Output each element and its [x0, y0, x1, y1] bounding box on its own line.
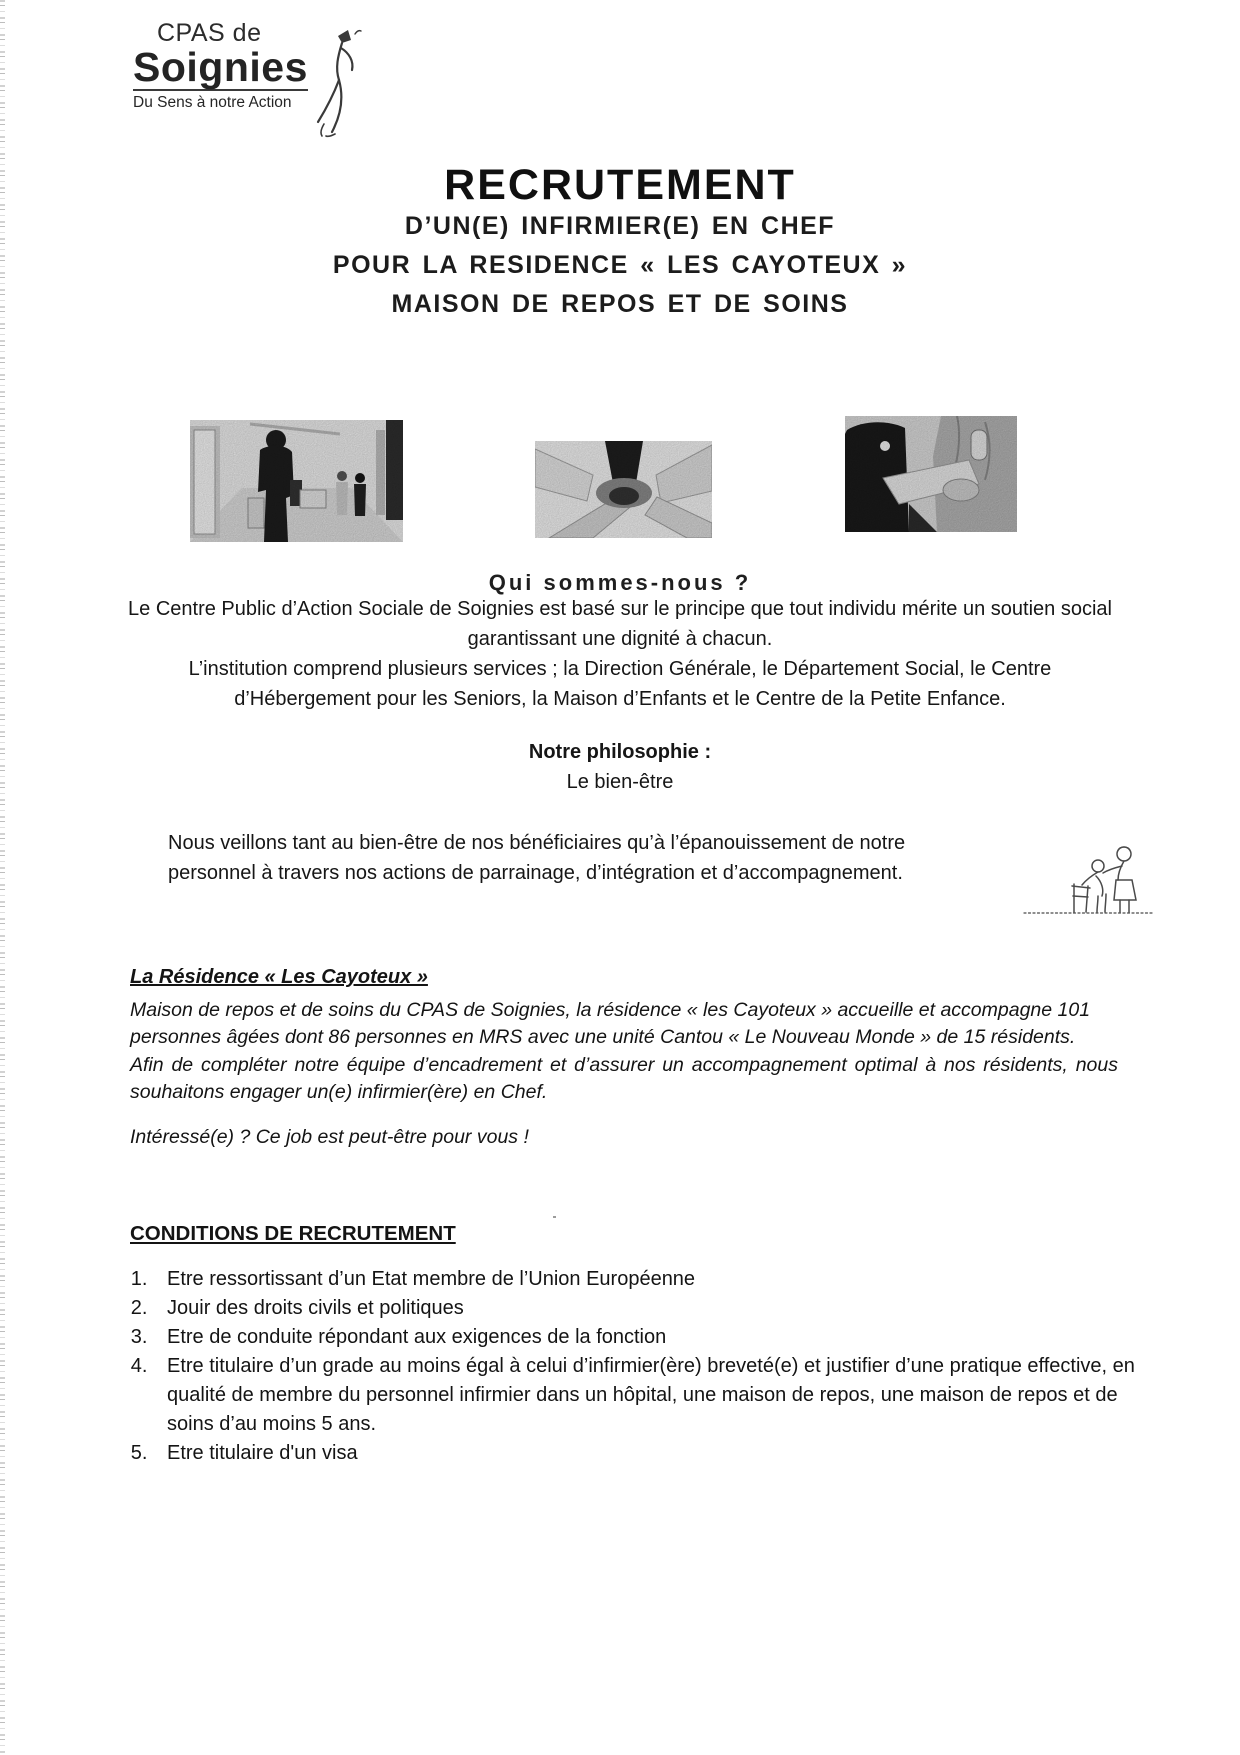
condition-item-1: 1. Etre ressortissant d’un Etat membre de l’Union Européenne	[153, 1265, 1135, 1294]
residence-paragraph-2: Afin de compléter notre équipe d’encadrement et d’assurer un accompagnement optimal à nos résidents, nous souhaitons engager un(e) infirmier(ère) en Chef.	[130, 1053, 1118, 1103]
section-heading-who-we-are: Qui sommes-nous ?	[488, 570, 752, 596]
residence-section	[130, 964, 1118, 1151]
page-subtitle	[0, 207, 1240, 324]
residence-paragraph-1: Maison de repos et de soins du CPAS de Soignies, la résidence « les Cayoteux » accueille et accompagne 101 personnes âgées dont 86 personnes en MRS avec une unité Cantou « Le Nouveau Monde » de 15 résidents.	[130, 998, 1091, 1048]
team-hands-photo	[535, 441, 712, 538]
page-title: RECRUTEMENT	[444, 160, 796, 209]
subtitle-line-3: MAISON DE REPOS ET DE SOINS	[391, 290, 849, 318]
logo-top-text: CPAS de	[157, 19, 262, 47]
logo-tagline: Du Sens à notre Action	[133, 94, 292, 111]
subtitle-line-1: D’UN(E) INFIRMIER(E) EN CHEF	[404, 212, 836, 240]
caregivers-embrace-photo	[845, 416, 1017, 532]
who-we-are-text	[120, 594, 1120, 714]
wellbeing-paragraph: Nous veillons tant au bien-être de nos bénéficiaires qu’à l’épanouissement de notre personnel à travers nos actions de parrainage, d’intégration et d’accompagnement.	[168, 832, 906, 884]
cpas-logo	[133, 20, 393, 111]
condition-item-3: 3. Etre de conduite répondant aux exigences de la fonction	[153, 1323, 1135, 1352]
condition-item-2: 2. Jouir des droits civils et politiques	[153, 1294, 1135, 1323]
condition-item-4: 4. Etre titulaire d’un grade au moins égal à celui d’infirmier(ère) breveté(e) et justifier d’une pratique effective, en qualité de membre du personnel infirmier dans un hôpital, une maison de repos, une maison de repos et de soins d’au moins 5 ans.	[153, 1352, 1135, 1439]
conditions-heading: CONDITIONS DE RECRUTEMENT	[130, 1222, 456, 1245]
hospital-corridor-photo	[190, 420, 403, 542]
philosophy-heading: Notre philosophie :	[528, 741, 712, 763]
scan-speck	[553, 1216, 556, 1218]
conditions-list	[130, 1265, 1135, 1468]
residence-paragraph-3: Intéressé(e) ? Ce job est peut-être pour vous !	[130, 1125, 529, 1148]
subtitle-line-2: POUR LA RESIDENCE « LES CAYOTEUX »	[332, 251, 908, 279]
who-we-are-paragraph-1: Le Centre Public d’Action Sociale de Soignies est basé sur le principe que tout individu mérite un soutien social garantissant une dignité à chacun.	[128, 598, 1112, 650]
residence-heading: La Résidence « Les Cayoteux »	[130, 966, 428, 988]
philosophy-block	[0, 737, 1240, 797]
who-we-are-paragraph-2: L’institution comprend plusieurs services ; la Direction Générale, le Département Social, le Centre d’Hébergement pour les Seniors, la Maison d’Enfants et le Centre de la Petite Enfance.	[188, 658, 1052, 710]
logo-main-text: Soignies	[133, 44, 308, 90]
philosophy-value: Le bien-être	[566, 771, 674, 793]
condition-item-5: 5. Etre titulaire d'un visa	[153, 1439, 1135, 1468]
elderly-care-walker-icon	[1018, 838, 1160, 925]
conditions-section	[130, 1222, 1135, 1468]
dancing-figure-icon	[311, 26, 363, 143]
